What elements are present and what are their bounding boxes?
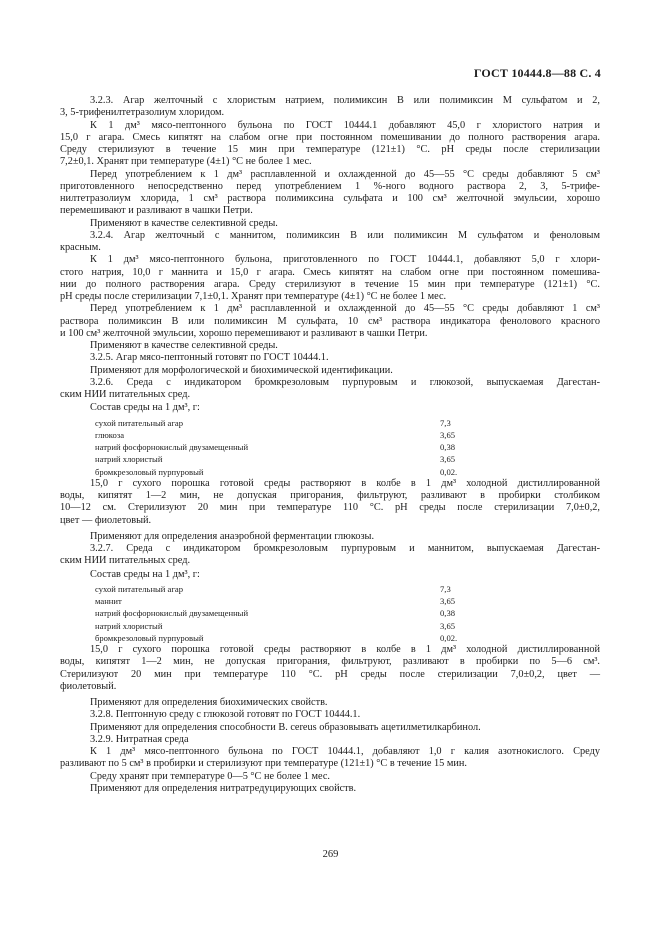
ingredient-name: сухой питательный агар (95, 583, 184, 594)
page-header: ГОСТ 10444.8—88 С. 4 (473, 66, 601, 80)
paragraph (60, 120, 600, 169)
ingredient-amount: 3,65 (440, 596, 456, 606)
composition-title: Состав среды на 1 дм³, г: (90, 568, 200, 580)
text-line: нилтетразолиум хлорида, 1 см³ раствора полимиксина сульфата и 100 см³ желточной эмульсии, хорошо (60, 193, 600, 204)
text-line: рН среды после стерилизации 7,1±0,1. Хранят при температуре (4±1) °С не более 1 мес. (60, 291, 447, 302)
text-line: воды, кипятят 1—2 мин, не допуская пригорания, фильтруют, разливают в пробирки столбиком (60, 490, 600, 501)
text-line: 3.2.7. Среда с индикатором бромкрезоловым пурпуровым и маннитом, выпускаемая Дагестан- (90, 543, 600, 554)
ingredient-name: сухой питательный агар (95, 417, 184, 428)
text-line: воды, кипятят 1—2 мин, не допуская пригорания, фильтруют, разливают в пробирки по 5—6 см³. (60, 656, 600, 668)
paragraph (60, 254, 600, 303)
ingredient-amount: 0,38 (440, 442, 456, 452)
paragraph-3-2-6 (60, 377, 600, 402)
text-line: 15,0 г агара. Смесь кипятят на слабом огне при постоянном помешивании до полного растворения агара. (60, 131, 600, 143)
ingredient-amount: 3,65 (440, 429, 456, 440)
composition-table (95, 417, 500, 478)
paragraph: Применяют для определения анаэробной ферментации глюкозы. (90, 530, 375, 542)
text-line: стого натрия, 10,0 г маннита и 15,0 г агара. Смесь кипятят на слабом огне при постоянном помешива- (60, 266, 600, 278)
text-line: раствора полимиксин В или полимиксин М сульфата, 10 см³ раствора индикатора фенолового красного (60, 315, 600, 327)
text-line: ским НИИ питательных сред. (60, 389, 191, 400)
text-line: перемешивают и разливают в чашки Петри. (60, 205, 253, 217)
ingredient-amount: 3,65 (440, 454, 456, 465)
composition-table (95, 583, 500, 644)
text-line: Перед употреблением к 1 дм³ расплавленной и охлажденной до 45—55 °С среды добавляют 5 см³ (90, 168, 600, 180)
ingredient-name: бромкрезоловый пурпуровый (95, 632, 204, 643)
ingredient-amount: 0,02. (440, 632, 458, 643)
text-line: ским НИИ питательных сред. (60, 555, 191, 567)
ingredient-amount: 0,38 (440, 608, 456, 619)
text-line: К 1 дм³ мясо-пептонного бульона по ГОСТ 10444.1 добавляют 45,0 г хлористого натрия и (90, 119, 600, 131)
text-line: 3.2.6. Среда с индикатором бромкрезоловым пурпуровым и глюкозой, выпускаемая Дагестан- (90, 376, 600, 388)
text-line: 3.2.4. Агар желточный с маннитом, полимиксин В или полимиксин М сульфатом и феноловым (90, 229, 600, 241)
table-row (95, 441, 500, 453)
paragraph: Применяют для морфологической и биохимической идентификации. (90, 364, 393, 376)
composition-title: Состав среды на 1 дм³, г: (90, 402, 200, 414)
text-line: приготовленного непосредственно перед употреблением 1 %-ного водного раствора 2, 3, 5-трифе- (60, 180, 600, 192)
paragraph (60, 746, 600, 771)
text-line: Перед употреблением к 1 дм³ расплавленной и охлажденной до 45—55 °С среды добавляют 1 см³ (90, 303, 600, 315)
paragraph: Применяют в качестве селективной среды. (90, 340, 278, 351)
text-line: К 1 дм³ мясо-пептонного бульона по ГОСТ 10444.1, добавляют 1,0 г калия азотнокислого. Среду (90, 746, 600, 757)
text-line: нии до полного растворения агара. Среду стерилизуют в течение 15 мин при температуре (121±1) °С. (60, 278, 600, 290)
ingredient-name: глюкоза (95, 429, 125, 440)
paragraph-3-2-7 (60, 543, 600, 568)
paragraph: Применяют для определения биохимических свойств. (90, 697, 328, 708)
text-line: разливают по 5 см³ в пробирки и стерилизуют при температуре (121±1) °С в течение 15 мин. (60, 758, 468, 770)
table-row (95, 429, 500, 441)
ingredient-amount: 7,3 (440, 583, 451, 594)
text-line: К 1 дм³ мясо-пептонного бульона, приготовленного по ГОСТ 10444.1, добавляют 5,0 г хлори- (90, 254, 600, 266)
text-line: и 100 см³ желточной эмульсии, хорошо перемешивают и разливают в чашки Петри. (60, 327, 428, 339)
paragraph-3-2-8: 3.2.8. Пептонную среду с глюкозой готовят по ГОСТ 10444.1. (90, 709, 361, 721)
text-line: цвет — фиолетовый. (60, 514, 152, 526)
table-row (95, 607, 500, 619)
paragraph-3-2-9: 3.2.9. Нитратная среда (90, 733, 189, 745)
ingredient-amount: 7,3 (440, 417, 451, 428)
ingredient-name: натрий хлористый (95, 620, 163, 631)
paragraph: Применяют для определения способности B. cereus образовывать ацетилметилкарбинол. (90, 721, 481, 733)
paragraph: Среду хранят при температуре 0—5 °С не более 1 мес. (90, 770, 330, 782)
text-line: красным. (60, 242, 101, 253)
ingredient-name: натрий фосфорнокислый двузамещенный (95, 608, 249, 619)
paragraph-3-2-4 (60, 230, 600, 255)
text-line: 15,0 г сухого порошка готовой среды растворяют в колбе в 1 дм³ холодной дистиллированной (90, 644, 600, 655)
table-row (95, 417, 500, 429)
text-line: 15,0 г сухого порошка готовой среды растворяют в колбе в 1 дм³ холодной дистиллированной (90, 477, 600, 489)
paragraph (60, 644, 600, 693)
ingredient-name: бромкрезоловый пурпуровый (95, 466, 204, 477)
paragraph-3-2-5: 3.2.5. Агар мясо-пептонный готовят по ГОСТ 10444.1. (90, 352, 329, 364)
paragraph-3-2-3 (60, 95, 600, 120)
text-line: 3, 5-трифенилтетразолиум хлоридом. (60, 107, 225, 119)
ingredient-name: маннит (95, 596, 122, 606)
text-line: Среду стерилизуют в течение 15 мин при температуре (121±1) °С. рН среды после стерилизации (60, 144, 600, 155)
paragraph: Применяют для определения нитратредуцирующих свойств. (90, 782, 357, 794)
text-line: 7,2±0,1. Хранят при температуре (4±1) °С не более 1 мес. (60, 156, 312, 168)
document-body (60, 95, 600, 795)
table-row (95, 583, 500, 595)
table-row (95, 453, 500, 465)
table-row (95, 595, 500, 607)
table-row (95, 466, 500, 478)
paragraph (60, 303, 600, 340)
paragraph (60, 169, 600, 218)
ingredient-amount: 0,02. (440, 466, 458, 477)
ingredient-name: натрий фосфорнокислый двузамещенный (95, 442, 249, 452)
table-row (95, 632, 500, 644)
text-line: 3.2.3. Агар желточный с хлористым натрием, полимиксин В или полимиксин М сульфатом и 2, (90, 95, 600, 106)
text-line: фиолетовый. (60, 680, 117, 692)
ingredient-amount: 3,65 (440, 620, 456, 631)
text-line: Стерилизуют 20 мин при температуре 110 °С. рН среды после стерилизации 7,0±0,2, цвет — (60, 668, 600, 680)
page-number: 269 (322, 849, 339, 860)
text-line: 10—12 см. Стерилизуют 20 мин при температуре 110 °С. рН среды после стерилизации 7,0±0,2, (60, 502, 600, 514)
table-row (95, 620, 500, 632)
ingredient-name: натрий хлористый (95, 454, 163, 465)
paragraph (60, 478, 600, 527)
paragraph: Применяют в качестве селективной среды. (90, 217, 278, 229)
